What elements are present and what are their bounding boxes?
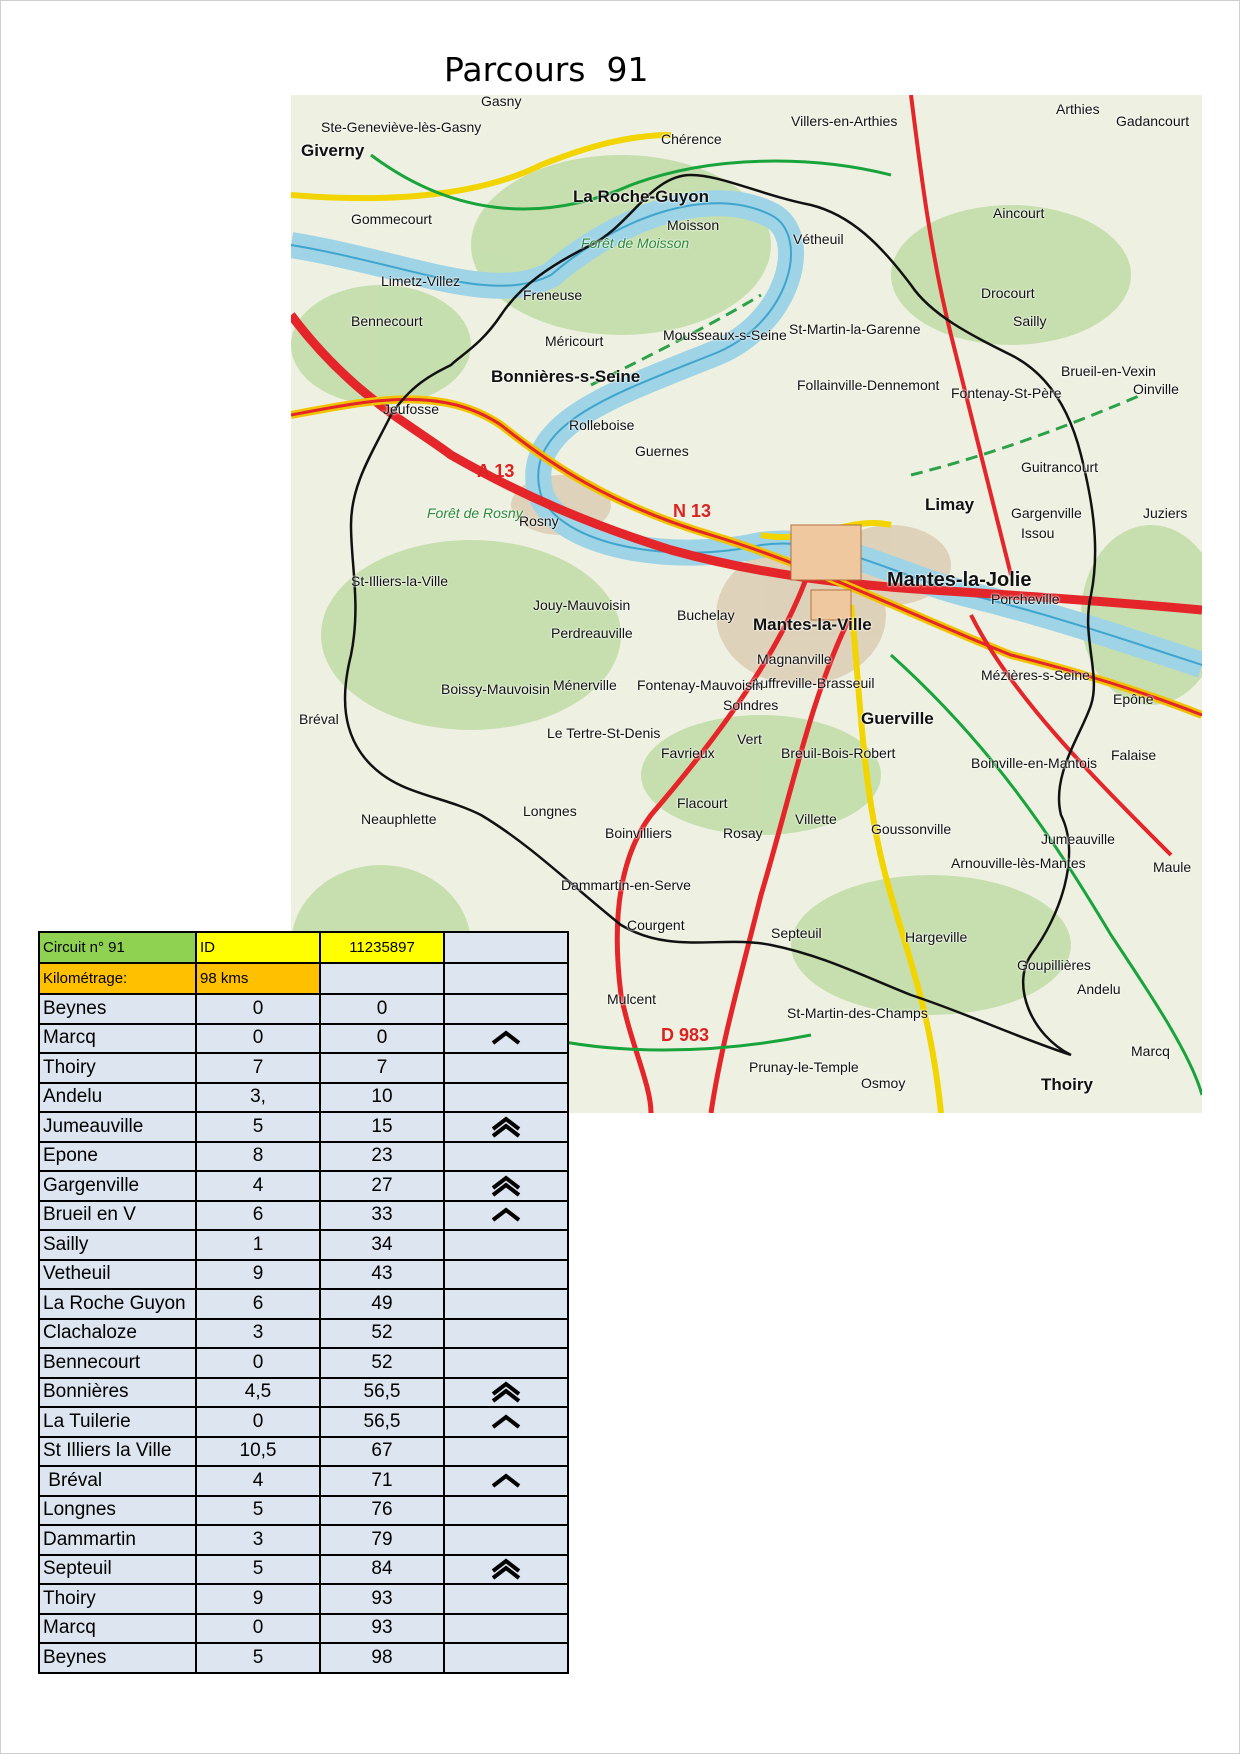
- cumulative-cell: 23: [320, 1142, 444, 1172]
- map-label-boinville: Boinville-en-Mantois: [971, 755, 1098, 771]
- map-label-limay: Limay: [925, 495, 975, 514]
- cumulative-cell: 0: [320, 1024, 444, 1054]
- distance-cell: 0: [196, 994, 320, 1024]
- map-label-villers-en-arthies: Villers-en-Arthies: [791, 113, 898, 129]
- map-label-bennecourt: Bennecourt: [351, 313, 423, 329]
- map-label-a13: A 13: [477, 461, 515, 481]
- map-label-jeufosse: Jeufosse: [383, 401, 440, 417]
- distance-cell: 0: [196, 1348, 320, 1378]
- climb-cell: [444, 1142, 568, 1172]
- distance-cell: 6: [196, 1201, 320, 1231]
- header-empty-cell: [320, 963, 444, 994]
- place-cell: Vetheuil: [39, 1260, 196, 1290]
- table-row: [39, 1466, 568, 1496]
- map-label-jumeauville: Jumeauville: [1041, 831, 1115, 847]
- map-label-boissy-mauvoisin: Boissy-Mauvoisin: [441, 681, 550, 697]
- map-label-vetheuil: Vétheuil: [793, 231, 844, 247]
- table-row: [39, 1171, 568, 1201]
- id-value: 11235897: [320, 932, 444, 963]
- map-label-rosny: Rosny: [519, 513, 559, 529]
- climb-cell: [444, 1643, 568, 1673]
- map-label-rolleboise: Rolleboise: [569, 417, 635, 433]
- table-row: [39, 1319, 568, 1349]
- table-row: [39, 1289, 568, 1319]
- map-label-perdreauville: Perdreauville: [551, 625, 633, 641]
- map-label-moisson: Moisson: [667, 217, 720, 233]
- chevron-up-icon: [489, 1381, 523, 1403]
- map-label-st-illiers-la-ville: St-Illiers-la-Ville: [351, 573, 448, 589]
- header-empty-cell: [444, 932, 568, 963]
- cumulative-cell: 79: [320, 1525, 444, 1555]
- distance-cell: 10,5: [196, 1437, 320, 1467]
- distance-label: Kilométrage:: [39, 963, 196, 994]
- place-cell: Clachaloze: [39, 1319, 196, 1349]
- table-row: [39, 1525, 568, 1555]
- chevron-up-icon: [489, 1030, 523, 1046]
- table-row: [39, 1230, 568, 1260]
- map-label-hargeville: Hargeville: [905, 929, 968, 945]
- map-label-osmoy: Osmoy: [861, 1075, 906, 1091]
- map-label-mantes-la-jolie: Mantes-la-Jolie: [887, 569, 1032, 591]
- map-label-rosay: Rosay: [723, 825, 763, 841]
- route-table-body: [39, 932, 568, 1673]
- cumulative-cell: 93: [320, 1584, 444, 1614]
- place-cell: Sailly: [39, 1230, 196, 1260]
- cumulative-cell: 52: [320, 1319, 444, 1349]
- place-cell: Thoiry: [39, 1053, 196, 1083]
- distance-cell: 5: [196, 1643, 320, 1673]
- place-cell: Beynes: [39, 994, 196, 1024]
- place-cell: Epone: [39, 1142, 196, 1172]
- map-label-neauphlette: Neauphlette: [361, 811, 437, 827]
- climb-cell: [444, 1378, 568, 1408]
- header-empty-cell: [444, 963, 568, 994]
- chevron-up-icon: [489, 1207, 523, 1223]
- place-cell: Brueil en V: [39, 1201, 196, 1231]
- climb-cell: [444, 1496, 568, 1526]
- map-label-issou: Issou: [1021, 525, 1055, 541]
- distance-cell: 3: [196, 1525, 320, 1555]
- cumulative-cell: 56,5: [320, 1407, 444, 1437]
- cumulative-cell: 43: [320, 1260, 444, 1290]
- map-label-prunay: Prunay-le-Temple: [749, 1059, 859, 1075]
- map-label-menerville: Ménerville: [553, 677, 617, 693]
- map-label-arnouville: Arnouville-lès-Mantes: [951, 855, 1086, 871]
- distance-cell: 4: [196, 1466, 320, 1496]
- place-cell: Jumeauville: [39, 1112, 196, 1142]
- map-label-gasny: Gasny: [481, 95, 522, 109]
- map-label-goussonville: Goussonville: [871, 821, 952, 837]
- cumulative-cell: 93: [320, 1614, 444, 1644]
- chevron-up-icon: [489, 1116, 523, 1138]
- table-row: [39, 1142, 568, 1172]
- map-label-breval: Bréval: [299, 711, 339, 727]
- map-label-falaise: Falaise: [1111, 747, 1157, 763]
- map-label-gadancourt: Gadancourt: [1116, 113, 1190, 129]
- cumulative-cell: 7: [320, 1053, 444, 1083]
- map-label-flacourt: Flacourt: [677, 795, 728, 811]
- distance-cell: 5: [196, 1555, 320, 1585]
- distance-cell: 7: [196, 1053, 320, 1083]
- table-header-row-1: [39, 932, 568, 963]
- chevron-up-icon: [489, 1558, 523, 1580]
- map-label-oinville: Oinville: [1133, 381, 1179, 397]
- map-label-giverny: Giverny: [301, 141, 365, 160]
- table-row: [39, 1083, 568, 1113]
- map-label-limetz-villez: Limetz-Villez: [381, 273, 461, 289]
- place-cell: Dammartin: [39, 1525, 196, 1555]
- map-label-guitrancourt: Guitrancourt: [1021, 459, 1099, 475]
- distance-value: 98 kms: [196, 963, 320, 994]
- map-label-magnanville: Magnanville: [757, 651, 832, 667]
- map-label-marcq: Marcq: [1131, 1043, 1170, 1059]
- place-cell: La Roche Guyon: [39, 1289, 196, 1319]
- map-label-buchelay: Buchelay: [677, 607, 735, 623]
- map-label-mericourt: Méricourt: [545, 333, 604, 349]
- map-label-guerville: Guerville: [861, 709, 934, 728]
- distance-cell: 9: [196, 1584, 320, 1614]
- map-label-boinvilliers: Boinvilliers: [605, 825, 672, 841]
- map-label-la-roche-guyon: La Roche-Guyon: [573, 187, 710, 206]
- map-label-mezieres: Mézières-s-Seine: [981, 667, 1090, 683]
- climb-cell: [444, 1171, 568, 1201]
- chevron-up-icon: [489, 1175, 523, 1197]
- distance-cell: 8: [196, 1142, 320, 1172]
- cumulative-cell: 98: [320, 1643, 444, 1673]
- table-row: [39, 1555, 568, 1585]
- map-label-drocourt: Drocourt: [981, 285, 1035, 301]
- map-label-follainville: Follainville-Dennemont: [797, 377, 940, 393]
- place-cell: Marcq: [39, 1614, 196, 1644]
- map-label-arthies: Arthies: [1056, 101, 1100, 117]
- table-row: [39, 1053, 568, 1083]
- map-label-le-tertre: Le Tertre-St-Denis: [547, 725, 661, 741]
- cumulative-cell: 34: [320, 1230, 444, 1260]
- climb-cell: [444, 1407, 568, 1437]
- place-cell: Thoiry: [39, 1584, 196, 1614]
- map-label-st-martin-la-garenne: St-Martin-la-Garenne: [789, 321, 921, 337]
- map-label-thoiry: Thoiry: [1041, 1075, 1093, 1094]
- map-label-porcheville: Porcheville: [991, 591, 1060, 607]
- chevron-up-icon: [489, 1473, 523, 1489]
- climb-cell: [444, 1024, 568, 1054]
- map-label-sailly: Sailly: [1013, 313, 1047, 329]
- map-label-maule: Maule: [1153, 859, 1192, 875]
- cumulative-cell: 15: [320, 1112, 444, 1142]
- map-label-auffreville: Auffreville-Brasseuil: [751, 675, 875, 691]
- distance-cell: 0: [196, 1024, 320, 1054]
- map-label-longnes: Longnes: [523, 803, 577, 819]
- distance-cell: 4,5: [196, 1378, 320, 1408]
- id-label: ID: [196, 932, 320, 963]
- map-label-dammartin: Dammartin-en-Serve: [561, 877, 691, 893]
- climb-cell: [444, 1260, 568, 1290]
- map-label-fontenay-st-pere: Fontenay-St-Père: [951, 385, 1062, 401]
- table-header-row-2: [39, 963, 568, 994]
- map-label-breuil-bois-robert: Breuil-Bois-Robert: [781, 745, 896, 761]
- cumulative-cell: 56,5: [320, 1378, 444, 1408]
- place-cell: Bonnières: [39, 1378, 196, 1408]
- cumulative-cell: 84: [320, 1555, 444, 1585]
- table-row: [39, 994, 568, 1024]
- map-label-foret-de-rosny: Forêt de Rosny: [427, 505, 523, 521]
- map-label-septeuil: Septeuil: [771, 925, 822, 941]
- map-label-juziers: Juziers: [1143, 505, 1188, 521]
- table-row: [39, 1260, 568, 1290]
- climb-cell: [444, 1083, 568, 1113]
- place-cell: Bréval: [39, 1466, 196, 1496]
- table-row: [39, 1643, 568, 1673]
- cumulative-cell: 76: [320, 1496, 444, 1526]
- map-label-favrieux: Favrieux: [661, 745, 715, 761]
- distance-cell: 0: [196, 1614, 320, 1644]
- cumulative-cell: 10: [320, 1083, 444, 1113]
- climb-cell: [444, 1555, 568, 1585]
- climb-cell: [444, 1348, 568, 1378]
- distance-cell: 9: [196, 1260, 320, 1290]
- map-label-st-martin-des-champs: St-Martin-des-Champs: [787, 1005, 928, 1021]
- map-label-epone: Epône: [1113, 691, 1154, 707]
- table-row: [39, 1112, 568, 1142]
- distance-cell: 4: [196, 1171, 320, 1201]
- climb-cell: [444, 1614, 568, 1644]
- map-label-mulcent: Mulcent: [607, 991, 657, 1007]
- map-label-bonnieres: Bonnières-s-Seine: [491, 367, 641, 386]
- distance-cell: 3,: [196, 1083, 320, 1113]
- place-cell: Bennecourt: [39, 1348, 196, 1378]
- place-cell: Longnes: [39, 1496, 196, 1526]
- map-label-gommecourt: Gommecourt: [351, 211, 432, 227]
- map-label-freneuse: Freneuse: [523, 287, 583, 303]
- map-label-courgent: Courgent: [627, 917, 685, 933]
- climb-cell: [444, 1437, 568, 1467]
- map-label-vert: Vert: [737, 731, 762, 747]
- map-label-mousseaux: Mousseaux-s-Seine: [663, 327, 787, 343]
- cumulative-cell: 0: [320, 994, 444, 1024]
- place-cell: La Tuilerie: [39, 1407, 196, 1437]
- circuit-label: Circuit n° 91: [39, 932, 196, 963]
- distance-cell: 0: [196, 1407, 320, 1437]
- table-row: [39, 1584, 568, 1614]
- distance-cell: 5: [196, 1496, 320, 1526]
- cumulative-cell: 67: [320, 1437, 444, 1467]
- place-cell: Andelu: [39, 1083, 196, 1113]
- place-cell: St Illiers la Ville: [39, 1437, 196, 1467]
- distance-cell: 5: [196, 1112, 320, 1142]
- map-label-fontenay-mauvoisin: Fontenay-Mauvoisin: [637, 677, 764, 693]
- distance-cell: 3: [196, 1319, 320, 1349]
- climb-cell: [444, 1112, 568, 1142]
- route-table: [38, 931, 569, 1674]
- place-cell: Septeuil: [39, 1555, 196, 1585]
- climb-cell: [444, 1466, 568, 1496]
- map-label-andelu: Andelu: [1077, 981, 1121, 997]
- map-label-cherence: Chérence: [661, 131, 722, 147]
- map-label-brueil-en-vexin: Brueil-en-Vexin: [1061, 363, 1156, 379]
- table-row: [39, 1348, 568, 1378]
- climb-cell: [444, 994, 568, 1024]
- place-cell: Gargenville: [39, 1171, 196, 1201]
- distance-cell: 1: [196, 1230, 320, 1260]
- map-label-aincourt: Aincourt: [993, 205, 1045, 221]
- map-label-goupillieres: Goupillières: [1017, 957, 1091, 973]
- table-row: [39, 1496, 568, 1526]
- climb-cell: [444, 1230, 568, 1260]
- map-label-ste-genevieve: Ste-Geneviève-lès-Gasny: [321, 119, 482, 135]
- distance-cell: 6: [196, 1289, 320, 1319]
- chevron-up-icon: [489, 1414, 523, 1430]
- table-row: [39, 1614, 568, 1644]
- climb-cell: [444, 1201, 568, 1231]
- climb-cell: [444, 1525, 568, 1555]
- table-row: [39, 1437, 568, 1467]
- map-label-guernes: Guernes: [635, 443, 689, 459]
- map-label-jouy-mauvoisin: Jouy-Mauvoisin: [533, 597, 631, 613]
- place-cell: Marcq: [39, 1024, 196, 1054]
- map-label-foret-de-moisson: Forêt de Moisson: [581, 235, 690, 251]
- table-row: [39, 1407, 568, 1437]
- place-cell: Beynes: [39, 1643, 196, 1673]
- table-row: [39, 1378, 568, 1408]
- cumulative-cell: 27: [320, 1171, 444, 1201]
- cumulative-cell: 52: [320, 1348, 444, 1378]
- table-row: [39, 1201, 568, 1231]
- climb-cell: [444, 1289, 568, 1319]
- map-label-n13: N 13: [673, 501, 712, 521]
- climb-cell: [444, 1319, 568, 1349]
- map-label-villette: Villette: [795, 811, 837, 827]
- climb-cell: [444, 1053, 568, 1083]
- map-label-mantes-la-ville: Mantes-la-Ville: [753, 615, 872, 634]
- map-label-d983: D 983: [661, 1025, 710, 1045]
- page-title: Parcours 91: [444, 50, 649, 89]
- cumulative-cell: 33: [320, 1201, 444, 1231]
- climb-cell: [444, 1584, 568, 1614]
- map-label-soindres: Soindres: [723, 697, 779, 713]
- cumulative-cell: 71: [320, 1466, 444, 1496]
- cumulative-cell: 49: [320, 1289, 444, 1319]
- table-row: [39, 1024, 568, 1054]
- map-label-gargenville: Gargenville: [1011, 505, 1082, 521]
